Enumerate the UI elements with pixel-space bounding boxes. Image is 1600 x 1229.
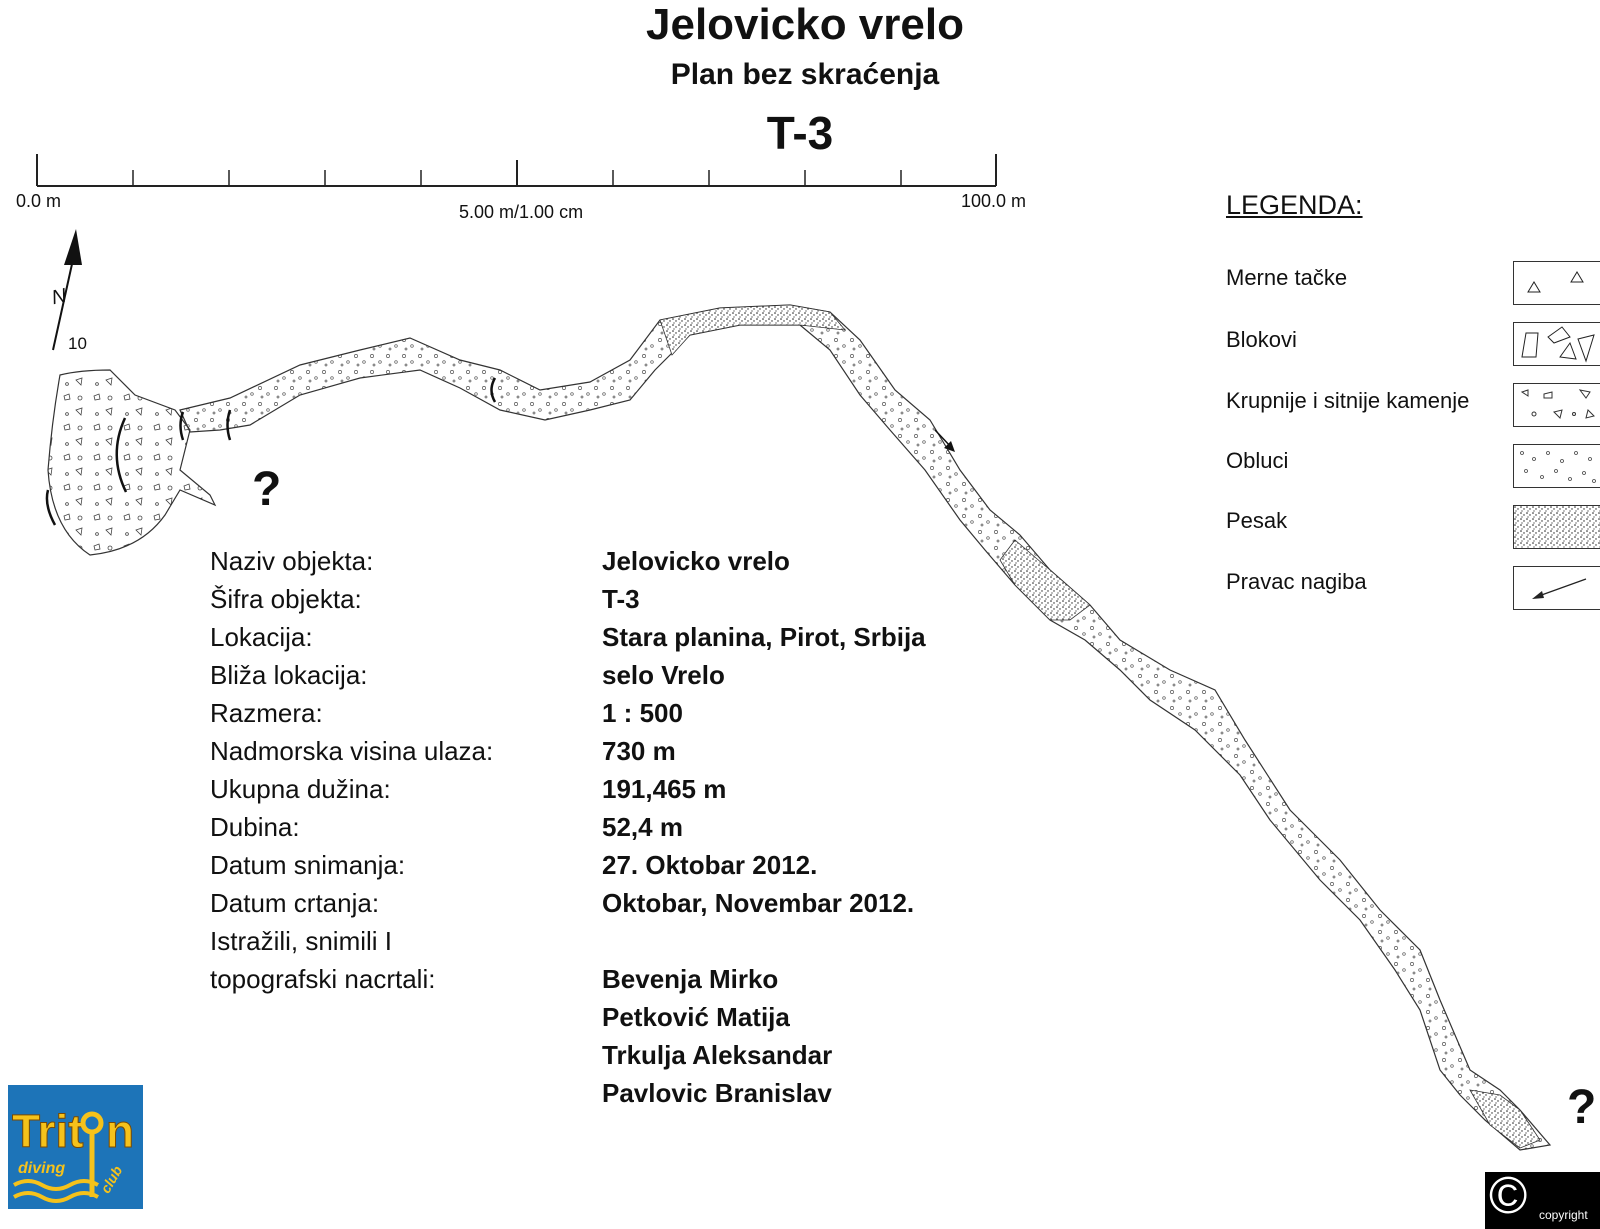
info-value-length: 191,465 m (602, 774, 727, 804)
info-value-altitude: 730 m (602, 736, 676, 766)
legend-label-sand: Pesak (1226, 508, 1288, 533)
unexplored-mark-right: ? (1567, 1081, 1597, 1134)
explorers-label-line2: topografski nacrtali: (210, 964, 436, 994)
legend-label-blocks: Blokovi (1226, 327, 1297, 352)
legend-swatch-sand (1513, 505, 1600, 549)
info-value-scale: 1 : 500 (602, 698, 683, 728)
explorer-name: Pavlovic Branislav (602, 1078, 832, 1108)
map-title: Jelovicko vrelo (646, 0, 964, 49)
info-label-drawing-date: Datum crtanja: (210, 888, 380, 918)
info-label-location: Lokacija: (210, 622, 313, 652)
north-letter: N (49, 284, 69, 310)
north-value: 10 (68, 334, 87, 353)
info-value-code: T-3 (602, 584, 640, 614)
svg-text:Trit: Trit (12, 1105, 84, 1157)
info-label-depth: Dubina: (210, 812, 300, 842)
scale-right-label: 100.0 m (961, 191, 1027, 211)
legend-title: LEGENDA: (1226, 190, 1363, 220)
svg-text:diving: diving (18, 1160, 66, 1177)
info-value-near-location: selo Vrelo (602, 660, 725, 690)
info-value-depth: 52,4 m (602, 812, 683, 842)
info-value-drawing-date: Oktobar, Novembar 2012. (602, 888, 915, 918)
legend-label-pebbles: Obluci (1226, 448, 1289, 473)
info-label-name: Naziv objekta: (210, 546, 374, 576)
copyright-badge (1485, 1167, 1600, 1229)
info-value-name: Jelovicko vrelo (602, 546, 790, 576)
info-label-code: Šifra objekta: (210, 584, 362, 614)
legend-swatch-slope-direction (1513, 566, 1600, 610)
copyright-text: copyright (1539, 1208, 1588, 1222)
legend-swatch-stones (1513, 383, 1600, 427)
explorer-name: Petković Matija (602, 1002, 790, 1032)
explorers-label-line1: Istražili, snimili I (210, 926, 393, 956)
info-label-altitude: Nadmorska visina ulaza: (210, 736, 494, 766)
legend-swatch-blocks (1513, 322, 1600, 366)
legend-label-slope-direction: Pravac nagiba (1226, 569, 1367, 594)
explorer-name: Bevenja Mirko (602, 964, 779, 994)
unexplored-mark-left: ? (252, 463, 282, 516)
info-label-length: Ukupna dužina: (210, 774, 391, 804)
legend-label-stones: Krupnije i sitnije kamenje (1226, 388, 1470, 413)
scale-left-label: 0.0 m (16, 191, 62, 211)
scale-center-label: 5.00 m/1.00 cm (459, 202, 584, 222)
triton-logo (8, 1085, 143, 1209)
info-label-near-location: Bliža lokacija: (210, 660, 368, 690)
legend-swatch-pebbles (1513, 444, 1600, 488)
svg-text:club: club (97, 1163, 126, 1196)
explorer-name: Trkulja Aleksandar (602, 1040, 833, 1070)
object-code: T-3 (766, 107, 834, 159)
legend-label-survey-points: Merne tačke (1226, 265, 1348, 290)
info-label-scale: Razmera: (210, 698, 323, 728)
svg-text:n: n (106, 1105, 135, 1157)
map-subtitle: Plan bez skraćenja (670, 58, 940, 91)
info-label-survey-date: Datum snimanja: (210, 850, 406, 880)
legend-swatch-survey-points (1513, 261, 1600, 305)
info-value-location: Stara planina, Pirot, Srbija (602, 622, 926, 652)
info-value-survey-date: 27. Oktobar 2012. (602, 850, 818, 880)
copyright-icon: © (1489, 1167, 1528, 1225)
